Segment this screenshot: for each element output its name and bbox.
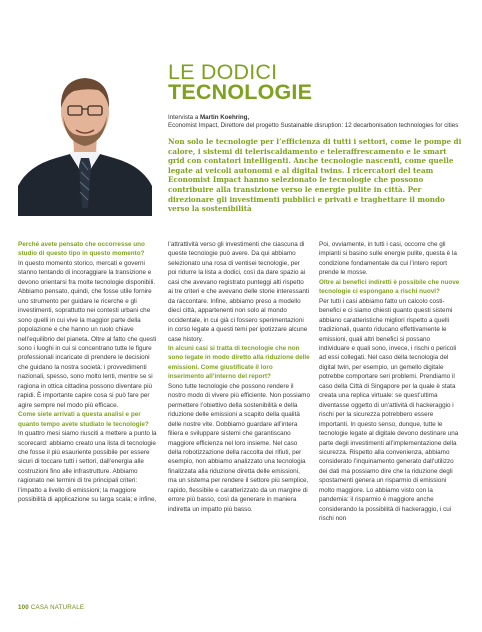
page-footer — [18, 604, 84, 611]
article-header — [168, 62, 468, 130]
interview-question: Oltre ai benefici indiretti è possibile che nuove tecnologie ci espongano a rischi nuovi? — [319, 278, 460, 296]
text-column-3 — [319, 240, 461, 524]
interview-question: Come siete arrivati a questa analisi e per quanto tempo avete studiato le tecnologie? — [18, 411, 149, 428]
title-line-2: TECNOLOGIE — [168, 80, 313, 104]
article-title — [168, 62, 468, 102]
title-line-1: LE DODICI — [168, 60, 278, 84]
section-name: CASA NATURALE — [30, 604, 85, 611]
page-number: 100 — [18, 604, 29, 611]
portrait-illustration — [18, 58, 152, 216]
text-column-1 — [18, 240, 160, 505]
portrait-photo — [18, 58, 152, 216]
interview-question: Perché avete pensato che occorresse uno studio di questo tipo in questo momento? — [18, 241, 145, 258]
answer-paragraph: Poi, ovviamente, in tutti i casi, occorre che gli impianti si basino sulle energie pulite, questa è la condizione fondamentale da cui l’intero report prende le mosse. — [319, 241, 457, 277]
answer-paragraph: Per tutti i casi abbiamo fatto un calcolo costi-benefici e ci siamo chiesti quanto questi sistemi abbiano caratteristiche migliori rispetto a quelli tradizionali, quanto riducano effettivamente le emissioni, quali altri benefici si possano individuare e quali sono, invece, i rischi o pericoli ad essi collegati. Nel caso della tecnologia del digital twin, per esempio, un gemello digitale potrebbe comportare seri problemi. Prendiamo il caso della Città di Singapore per la quale è stata creata una replica virtuale: se quest’ultima diventasse oggetto di un’attività di hackeraggio i rischi per la sicurezza potrebbero essere importanti. In questo senso, dunque, tutte le tecnologie legate al digitale devono destinare una parte degli investimenti all’implementazione della sicurezza. Rispetto alla convenienza, abbiamo considerato l’inquinamento generato dall’utilizzo dei dati ma possiamo dire che la riduzione degli spostamenti genera un risparmio di emissioni molto maggiore. Lo abbiamo visto con la pandemia: il risparmio è maggiore anche considerando la possibilità di hackeraggio, i cui rischi non — [319, 297, 459, 523]
byline-prefix: Intervista a — [168, 114, 200, 121]
interview-question: In alcuni casi si tratta di tecnologie che non sono legate in modo diretto alla riduzione delle emissioni. Come giustificate il loro inserimento all’interno del report? — [168, 344, 310, 381]
answer-paragraph: l’attrattività verso gli investimenti che ciascuna di queste tecnologie può avere. Da qui abbiamo selezionato una rosa di ventisei tecnologie, per poi ridurre la lista a dodici, così da dare spazio ai casi che avevano registrato punteggi alti rispetto ai tre criteri e che avevano delle storie interessanti da raccontare. Infine, abbiamo preso a modello dieci città, appartenenti non solo al mondo occidentale, in cui già ci fossero sperimentazioni in corso legate a questi temi per ipotizzare alcune case history. — [168, 241, 310, 343]
body-columns — [18, 240, 472, 580]
byline — [168, 114, 468, 130]
byline-role: Economist Impact, Direttore del progetto Sustainable disruption: 12 decarbonisation technologies for cities — [168, 122, 459, 129]
text-column-2 — [168, 240, 310, 514]
lead-paragraph: Non solo le tecnologie per l’efficienza di tutti i settori, come le pompe di calore, i sistemi di teleriscaldamento e teleraffrescamento e le smart grid con contatori intelligenti. Anche tecnologie nascenti, come quelle legate ai veicoli autonomi e al digital twins. I ricercatori del team Economist Impact hanno selezionato le tecnologie che possono contribuire alla transizione verso le energie pulite in città. Per direzionare gli investimenti pubblici e privati e traghettare il mondo verso la sostenibilità — [168, 137, 462, 214]
answer-paragraph: In questo momento storico, mercati e governi stanno tentando di incoraggiare la transizione e devono orientarsi fra molte tecnologie disponibili. Abbiamo pensato, quindi, che fosse utile fornire uno strumento per guidare le ricerche e gli investimenti, soprattutto nei contesti urbani che sono quelli in cui vive la maggior parte della popolazione e che hanno un ruolo chiave nell’equilibrio del pianeta. Oltre al fatto che questi sono i luoghi in cui si concentrano tutte le figure professionali incaricate di prendere le decisioni che guidano la nostra società: i provvedimenti nazionali, spesso, sono molto lenti, mentre se si ragiona in ottica cittadina possono diventare più rapidi. È importante capire cosa si può fare per agire sempre nel modo più efficace. — [18, 259, 157, 409]
answer-paragraph: In quattro mesi siamo riusciti a mettere a punto la scorecard: abbiamo creato una lista di tecnologie che fosse il più esauriente possibile per essere sicuri di toccare tutti i settori, dall’energia alle costruzioni fino alle infrastrutture. Abbiamo ragionato nei termini di tre principali criteri: l’impatto a livello di emissioni; la maggiore possibilità di applicazione su larga scala; e infine, — [18, 430, 157, 504]
byline-name: Martin Koehring, — [199, 114, 250, 121]
answer-paragraph: Sono tutte tecnologie che possono rendere il nostro modo di vivere più efficiente. Non possiamo permettere l’obiettivo della sostenibilità e della riduzione delle emissioni a scapito della qualità delle nostre vite. Dobbiamo guardare all’intera filiera e sviluppare sistemi che garantiscano maggiore efficienza nel loro insieme. Nel caso della robotizzazione della raccolta dei rifiuti, per esempio, non abbiamo analizzato una tecnologia finalizzata alla riduzione diretta delle emissioni, ma un sistema per rendere il settore più semplice, rapido, flessibile e caratterizzato da un margine di errore più basso, così da generare in maniera indiretta un impatto più basso. — [168, 382, 310, 513]
